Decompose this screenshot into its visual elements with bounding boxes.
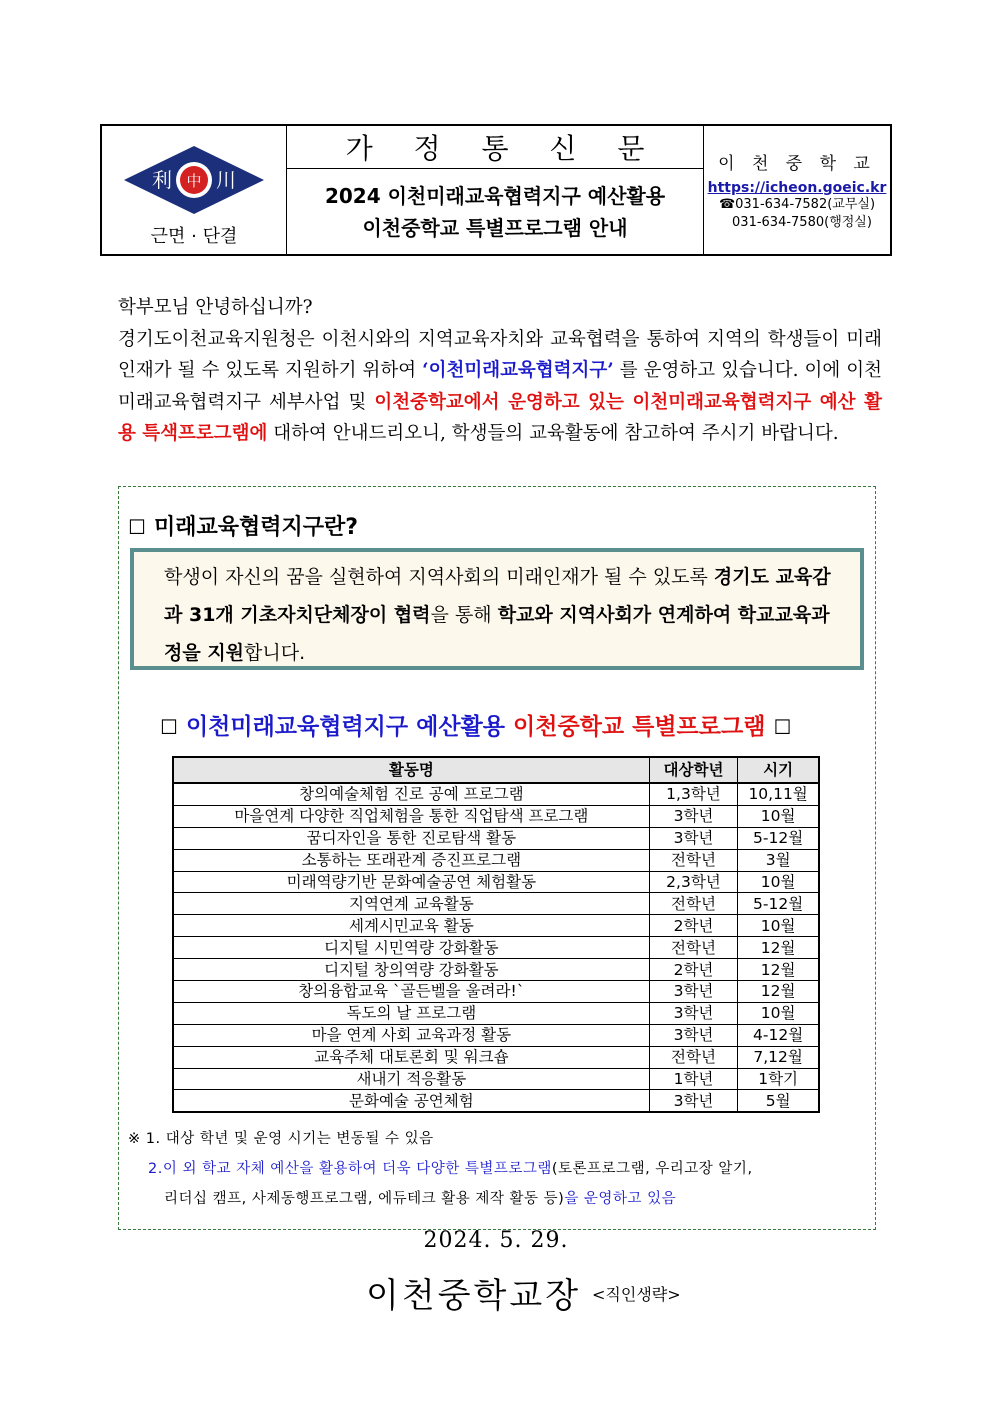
program-table xyxy=(172,756,820,1113)
checkbox-square-icon: ☐ xyxy=(128,515,146,539)
period-cell: 10월 xyxy=(738,871,819,893)
grade-cell: 전학년 xyxy=(649,849,738,871)
subtitle-line-1: 2024 이천미래교육협력지구 예산활용 xyxy=(324,183,666,208)
header-period: 시기 xyxy=(738,757,819,783)
period-cell: 7,12월 xyxy=(738,1046,819,1068)
school-contact-cell xyxy=(704,126,890,254)
activity-cell: 지역연계 교육활동 xyxy=(173,893,649,915)
activity-cell: 소통하는 또래관계 증진프로그램 xyxy=(173,849,649,871)
grade-cell: 전학년 xyxy=(649,937,738,959)
table-row xyxy=(173,1024,819,1046)
intro-highlight-district: ‘이천미래교육협력지구’ xyxy=(422,360,614,381)
table-row xyxy=(173,805,819,827)
period-cell: 10월 xyxy=(738,1002,819,1024)
intro-highlight-program: 이천중학교에서 운영하고 있는 이천미래교육협력지구 예산 활용 특색프로그램에 xyxy=(118,391,882,444)
grade-cell: 3학년 xyxy=(649,981,738,1003)
grade-cell: 3학년 xyxy=(649,805,738,827)
activity-cell: 세계시민교육 활동 xyxy=(173,915,649,937)
period-cell: 5월 xyxy=(738,1090,819,1112)
period-cell: 5-12월 xyxy=(738,827,819,849)
period-cell: 10월 xyxy=(738,915,819,937)
section-program-heading-red: 이천중학교 특별프로그램 xyxy=(513,714,766,740)
school-name: 이 천 중 학 교 xyxy=(718,153,876,174)
table-row xyxy=(173,1068,819,1090)
activity-cell: 창의예술체험 진로 공예 프로그램 xyxy=(173,783,649,805)
intro-body xyxy=(118,324,882,450)
section-definition-heading xyxy=(128,510,358,541)
period-cell: 12월 xyxy=(738,959,819,981)
intro-paragraph xyxy=(118,292,882,450)
note-3 xyxy=(164,1184,753,1214)
note-2-b: (토론프로그램, 우리고장 알기, xyxy=(551,1161,753,1177)
issue-date: 2024. 5. 29. xyxy=(423,1228,569,1253)
header-grade: 대상학년 xyxy=(649,757,738,783)
table-header-row xyxy=(173,757,819,783)
table-row xyxy=(173,1002,819,1024)
grade-cell: 전학년 xyxy=(649,893,738,915)
note-3-a: 리더십 캠프, 사제동행프로그램, 에듀테크 활용 제작 활동 등) xyxy=(164,1191,565,1207)
seal-omitted-note: <직인생략> xyxy=(592,1285,681,1304)
period-cell: 10월 xyxy=(738,805,819,827)
subtitle-line-2: 이천중학교 특별프로그램 안내 xyxy=(362,215,628,240)
table-row xyxy=(173,893,819,915)
activity-cell: 디지털 창의역량 강화활동 xyxy=(173,959,649,981)
period-cell: 12월 xyxy=(738,937,819,959)
table-row xyxy=(173,871,819,893)
school-url-link[interactable]: https://icheon.goeic.kr xyxy=(707,179,887,196)
grade-cell: 전학년 xyxy=(649,1046,738,1068)
school-motto: 근면 · 단결 xyxy=(150,226,238,247)
definition-text-a: 학생이 자신의 꿈을 실현하여 지역사회의 미래인재가 될 수 있도록 xyxy=(164,566,714,588)
logo-char-left: 利 xyxy=(152,168,172,192)
grade-cell: 3학년 xyxy=(649,827,738,849)
program-table-body xyxy=(173,783,819,1112)
grade-cell: 2학년 xyxy=(649,915,738,937)
checkbox-square-icon: ☐ xyxy=(160,715,178,739)
definition-text-d: 학교와 지역사회가 연계하여 학교교육과정을 지원 xyxy=(164,604,830,664)
intro-text-b: 를 운영하고 있습니다. 이에 이천미래교육협력지구 세부사업 및 xyxy=(118,360,882,413)
logo-char-center: 中 xyxy=(186,172,202,190)
grade-cell: 2학년 xyxy=(649,959,738,981)
grade-cell: 3학년 xyxy=(649,1090,738,1112)
greeting: 학부모님 안녕하십니까? xyxy=(118,297,313,318)
activity-cell: 독도의 날 프로그램 xyxy=(173,1002,649,1024)
grade-cell: 3학년 xyxy=(649,1024,738,1046)
table-row xyxy=(173,1090,819,1112)
period-cell: 3월 xyxy=(738,849,819,871)
activity-cell: 마을연계 다양한 직업체험을 통한 직업탐색 프로그램 xyxy=(173,805,649,827)
grade-cell: 3학년 xyxy=(649,1002,738,1024)
activity-cell: 교육주체 대토론회 및 워크숍 xyxy=(173,1046,649,1068)
note-3-b: 을 운영하고 있음 xyxy=(564,1191,677,1207)
phone-office: ☎031-634-7582(교무실) xyxy=(718,196,876,212)
header-activity: 활동명 xyxy=(173,757,649,783)
table-row xyxy=(173,1046,819,1068)
note-2 xyxy=(148,1154,753,1184)
definition-box xyxy=(130,548,864,670)
activity-cell: 새내기 적응활동 xyxy=(173,1068,649,1090)
note-1: ※ 1. 대상 학년 및 운영 시기는 변동될 수 있음 xyxy=(128,1131,434,1147)
grade-cell: 1,3학년 xyxy=(649,783,738,805)
note-2-a: 2.이 외 학교 자체 예산을 활용하여 더욱 다양한 특별프로그램 xyxy=(148,1161,552,1177)
period-cell: 1학기 xyxy=(738,1068,819,1090)
table-row xyxy=(173,915,819,937)
activity-cell: 디지털 시민역량 강화활동 xyxy=(173,937,649,959)
section-definition-heading-text: 미래교육협력지구란? xyxy=(153,515,358,540)
table-row xyxy=(173,937,819,959)
logo-char-right: 川 xyxy=(216,168,236,192)
intro-text-c: 대하여 안내드리오니, 학생들의 교육활동에 참고하여 주시기 바랍니다. xyxy=(267,423,839,444)
phone-admin: 031-634-7580(행정실) xyxy=(732,214,872,230)
period-cell: 12월 xyxy=(738,981,819,1003)
definition-text-e: 합니다. xyxy=(244,642,306,664)
section-program-heading xyxy=(160,708,840,741)
table-row xyxy=(173,827,819,849)
period-cell: 4-12월 xyxy=(738,1024,819,1046)
activity-cell: 창의융합교육 `골든벨을 울려라!` xyxy=(173,981,649,1003)
grade-cell: 2,3학년 xyxy=(649,871,738,893)
activity-cell: 마을 연계 사회 교육과정 활동 xyxy=(173,1024,649,1046)
school-logo-cell xyxy=(102,126,287,254)
activity-cell: 문화예술 공연체험 xyxy=(173,1090,649,1112)
period-cell: 10,11월 xyxy=(738,783,819,805)
definition-text-b: 경기도 교육감과 31개 기초자치단체장이 협력 xyxy=(164,566,831,626)
school-emblem-logo xyxy=(122,144,266,216)
table-row xyxy=(173,849,819,871)
notes xyxy=(128,1124,753,1214)
principal-signature: 이천중학교장 xyxy=(366,1276,582,1316)
header-title-cell xyxy=(287,126,704,254)
table-row xyxy=(173,981,819,1003)
table-row xyxy=(173,783,819,805)
intro-text-a: 경기도이천교육지원청은 이천시와의 지역교육자치와 교육협력을 통하여 지역의 학생들이 미래인재가 될 수 있도록 지원하기 위하여 xyxy=(118,328,882,381)
section-program-heading-blue: 이천미래교육협력지구 예산활용 xyxy=(185,714,514,740)
period-cell: 5-12월 xyxy=(738,893,819,915)
document-title: 가 정 통 신 문 xyxy=(287,126,703,169)
definition-text-c: 을 통해 xyxy=(430,604,498,626)
letter-header xyxy=(100,124,892,256)
document-subtitle xyxy=(287,169,703,254)
table-row xyxy=(173,959,819,981)
checkbox-square-icon: ☐ xyxy=(773,715,792,739)
activity-cell: 꿈디자인을 통한 진로탐색 활동 xyxy=(173,827,649,849)
grade-cell: 1학년 xyxy=(649,1068,738,1090)
activity-cell: 미래역량기반 문화예술공연 체험활동 xyxy=(173,871,649,893)
